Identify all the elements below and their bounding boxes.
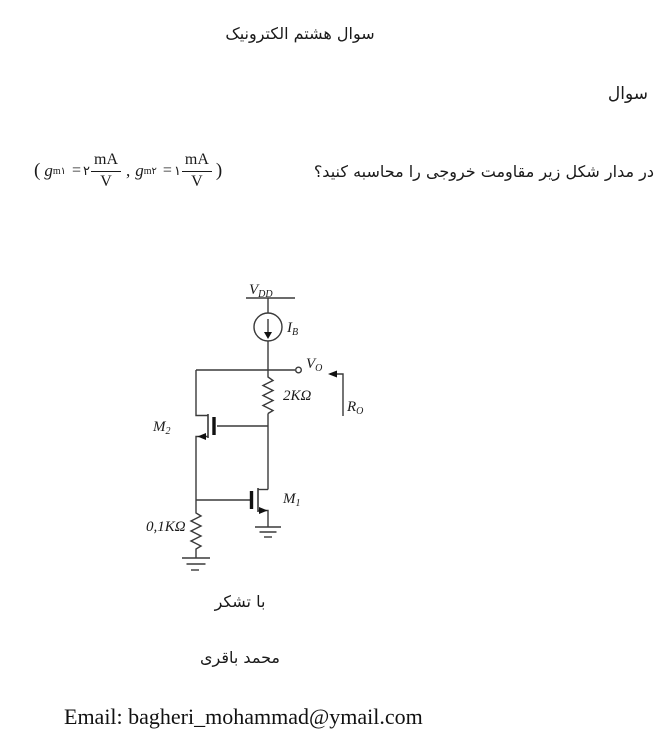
- fraction-denominator: V: [191, 172, 203, 190]
- ro-label: $R_O$: [347, 399, 364, 417]
- question-text: در مدار شکل زیر مقاومت خروجی را محاسبه کنید؟: [313, 161, 654, 181]
- gm2-subscript: m۲: [143, 165, 157, 177]
- m1-label: $M_1$: [283, 491, 301, 509]
- source-resistor-label: 0,1KΩ: [146, 519, 186, 535]
- math-open-paren: (: [34, 160, 41, 181]
- question-line: [30, 142, 654, 200]
- gm2-value: ۱: [173, 163, 181, 179]
- m2-source-arrow-icon: [198, 433, 207, 440]
- m2-label: $M_2$: [153, 419, 171, 437]
- circuit-diagram: [140, 270, 375, 590]
- ib-label: $I_B$: [287, 320, 299, 338]
- m2-drain-wire: [196, 370, 208, 416]
- ground-symbol-resistor: [182, 558, 210, 570]
- current-arrow-icon: [264, 332, 272, 339]
- load-resistor: [263, 370, 273, 414]
- output-terminal: [296, 367, 302, 373]
- gm1-value: ۲: [83, 163, 90, 179]
- page-title: سوال هشتم الکترونیک: [225, 24, 375, 43]
- vdd-label: $V_{DD}$: [249, 282, 273, 300]
- m1-source-arrow-icon: [259, 507, 268, 514]
- author-name: محمد باقری: [200, 648, 280, 667]
- ro-arrowhead-icon: [328, 371, 337, 378]
- gm1-symbol: g: [44, 161, 53, 180]
- fraction-numerator: mA: [182, 151, 212, 171]
- gm2-symbol: g: [135, 161, 144, 180]
- m2-source-wire: [196, 437, 208, 511]
- ro-probe-arrow: [330, 374, 343, 416]
- gm1-formula: [44, 151, 121, 191]
- gm2-unit-fraction: [182, 151, 212, 191]
- formula-separator: ,: [126, 161, 131, 180]
- vo-label: $V_O$: [306, 356, 323, 374]
- section-heading: سوال: [607, 84, 648, 104]
- math-close-paren: ): [215, 160, 223, 181]
- gm2-formula: [135, 151, 212, 191]
- gm1-equals: =: [71, 162, 82, 179]
- fraction-numerator: mA: [91, 151, 121, 171]
- load-resistor-label: 2KΩ: [283, 388, 312, 404]
- thanks-text: با تشکر: [214, 592, 266, 611]
- ground-symbol-m1: [255, 527, 281, 537]
- gm2-equals: =: [162, 162, 172, 179]
- gm1-unit-fraction: [91, 151, 121, 191]
- source-resistor: [191, 510, 201, 558]
- email-line: Email: bagheri_mohammad@ymail.com: [64, 704, 423, 729]
- fraction-denominator: V: [100, 172, 112, 190]
- gm1-subscript: m۱: [52, 165, 66, 177]
